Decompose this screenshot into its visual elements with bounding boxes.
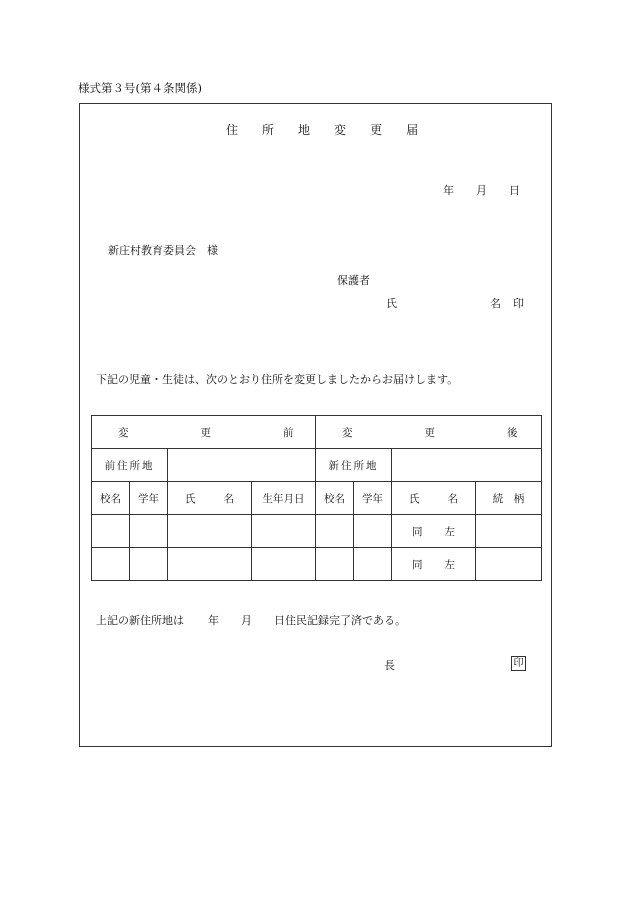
new-address-field[interactable] bbox=[392, 449, 542, 482]
grade-field-2[interactable] bbox=[354, 515, 392, 548]
table-row bbox=[92, 449, 542, 482]
signature-name-seal bbox=[490, 295, 524, 311]
seal-box: 印 bbox=[511, 656, 526, 671]
title-char: 住 bbox=[226, 123, 239, 137]
birthdate-field[interactable] bbox=[252, 548, 316, 581]
col-birthdate: 生年月日 bbox=[252, 482, 316, 515]
name-field[interactable] bbox=[168, 515, 252, 548]
birthdate-field[interactable] bbox=[252, 515, 316, 548]
same-as-left: 同 左 bbox=[392, 548, 476, 581]
title-char: 地 bbox=[298, 123, 311, 137]
title-char: 所 bbox=[262, 123, 275, 137]
guardian-label: 保護者 bbox=[337, 274, 370, 287]
title-char: 更 bbox=[370, 123, 383, 137]
grade-field-2[interactable] bbox=[354, 548, 392, 581]
table-row bbox=[92, 482, 542, 515]
same-as-left: 同 左 bbox=[392, 515, 476, 548]
col-name-2: 氏 名 bbox=[392, 482, 476, 515]
registration-statement: 上記の新住所地は 年 月 日住民記録完了済である。 bbox=[96, 614, 406, 627]
col-grade-2: 学年 bbox=[354, 482, 392, 515]
school-field-2[interactable] bbox=[316, 515, 354, 548]
form-number: 様式第３号(第４条関係) bbox=[78, 81, 202, 95]
title-char: 届 bbox=[406, 123, 419, 137]
school-field[interactable] bbox=[92, 515, 130, 548]
chief-label: 長 bbox=[384, 659, 395, 672]
title-char: 変 bbox=[334, 123, 347, 137]
prev-address-field[interactable] bbox=[168, 449, 316, 482]
signature-name-label-2: 名 bbox=[490, 297, 501, 310]
col-school-2: 校名 bbox=[316, 482, 354, 515]
school-field[interactable] bbox=[92, 548, 130, 581]
relation-field[interactable] bbox=[476, 548, 542, 581]
table-row bbox=[92, 548, 542, 581]
addressee: 新庄村教育委員会 様 bbox=[108, 244, 218, 257]
seal-mark: 印 bbox=[513, 297, 524, 310]
form-title bbox=[226, 121, 418, 138]
relation-field[interactable] bbox=[476, 515, 542, 548]
grade-field[interactable] bbox=[130, 548, 168, 581]
table-row bbox=[92, 515, 542, 548]
name-field[interactable] bbox=[168, 548, 252, 581]
notice-text: 下記の児童・生徒は、次のとおり住所を変更しましたからお届けします。 bbox=[96, 373, 459, 386]
prev-address-label: 前住所地 bbox=[92, 449, 168, 482]
address-change-table bbox=[91, 415, 542, 581]
date-line bbox=[443, 182, 520, 198]
school-field-2[interactable] bbox=[316, 548, 354, 581]
date-year: 年 bbox=[443, 184, 454, 197]
after-change-header: 変 更 後 bbox=[316, 416, 542, 449]
date-day: 日 bbox=[509, 184, 520, 197]
new-address-label: 新住所地 bbox=[316, 449, 392, 482]
before-change-header: 変 更 前 bbox=[92, 416, 316, 449]
grade-field[interactable] bbox=[130, 515, 168, 548]
date-month: 月 bbox=[476, 184, 487, 197]
table-row bbox=[92, 416, 542, 449]
col-name: 氏 名 bbox=[168, 482, 252, 515]
signature-name-label: 氏 bbox=[386, 297, 397, 310]
col-relation: 続 柄 bbox=[476, 482, 542, 515]
col-grade: 学年 bbox=[130, 482, 168, 515]
col-school: 校名 bbox=[92, 482, 130, 515]
